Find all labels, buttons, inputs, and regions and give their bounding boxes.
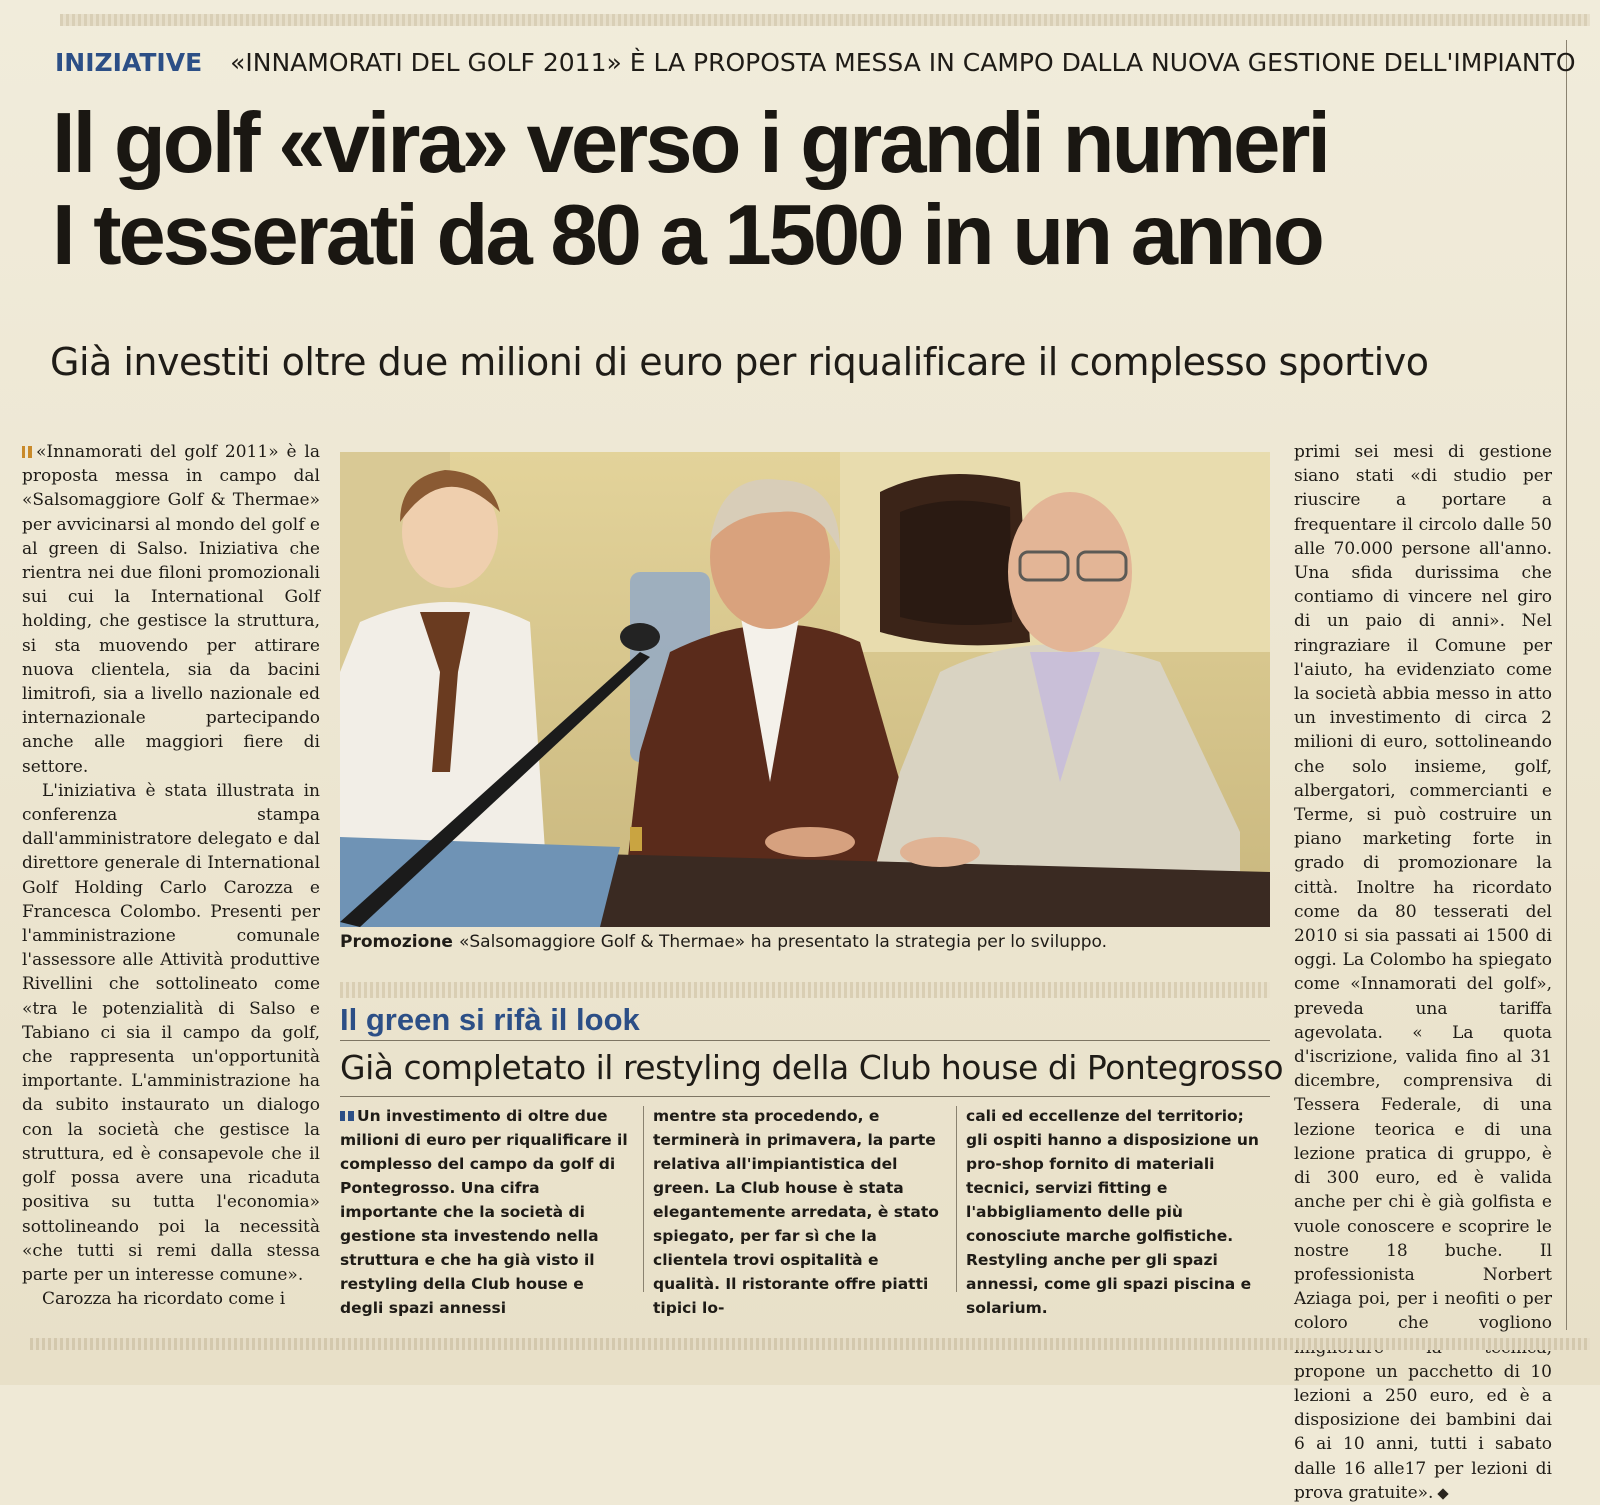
sidebar-column-2 [653,1104,943,1320]
sidebar-rule [340,1040,1270,1041]
left-paragraph-3: Carozza ha ricordato come i [42,1289,286,1310]
end-mark-icon [1438,1488,1449,1499]
top-texture-band [60,14,1590,26]
left-paragraph-1: «Innamorati del golf 2011» è la proposta messa in campo dal «Salsomaggiore Golf & Thermae» per avvicinarsi al mondo del golf e al green di Salso. Iniziativa che rientra nei due filoni promozionali sui cui la International Golf holding, che gestisce la struttura, si sta muovendo per attirare nuova clientela, sia da bacini limitrofi, sia a livello nazionale ed internazionale partecipando anche alle maggiori fiere di settore. [22,442,320,777]
sidebar-bullet-icon [340,1111,354,1121]
sidebar-kicker: Il green si rifà il look [340,1002,640,1037]
left-paragraph-2: L'iniziativa è stata illustrata in conferenza stampa dall'amministratore delegato e dal direttore generale di International Golf Holding Carlo Carozza e Francesca Colombo. Presenti per l'amministrazione comunale l'assessore alle Attività produttive Rivellini che sottolineato come «tra le potenzialità di Salso e Tabiano ci sia il campo da golf, che rappresenta un'opportunità importante. L'amministrazione ha da subito instaurato un dialogo con la società che gestisce la struttura, ed è consapevole che il golf possa avere una ricaduta positiva su tutta l'economia» sottolineando poi la necessità «che tutti si remi dalla stessa parte per un interesse comune». [22,780,320,1285]
sidebar-column-3 [966,1104,1266,1320]
sidebar-col1-text: Un investimento di oltre due milioni di euro per riqualificare il complesso del campo da golf di Pontegrosso. Una cifra importante che la società di gestione sta investendo nella struttura e che ha già visto il restyling della Club house e degli spazi annessi [340,1107,628,1317]
sidebar-col2-text: mentre sta procedendo, e terminerà in primavera, la parte relativa all'impiantistica del green. La Club house è stata elegantemente arredata, è stato spiegato, per far sì che la clientela trovi ospitalità e qualità. Il ristorante offre piatti tipici lo- [653,1107,939,1317]
caption-label: Promozione [340,932,453,952]
press-conference-photo [340,452,1270,927]
sidebar-column-1 [340,1104,630,1320]
headline-line-2: I tesserati da 80 a 1500 in un anno [52,188,1322,283]
caption-text: «Salsomaggiore Golf & Thermae» ha presentato la strategia per lo sviluppo. [458,932,1108,952]
sidebar-title: Già completato il restyling della Club house di Pontegrosso [340,1048,1284,1087]
headline [52,98,1572,282]
headline-line-1: Il golf «vira» verso i grandi numeri [52,96,1329,191]
sidebar-col3-text: cali ed eccellenze del territorio; gli ospiti hanno a disposizione un pro-shop fornito di materiali tecnici, servizi fitting e l'abbigliamento delle più conosciute marche golfistiche. Restyling anche per gli spazi annessi, come gli spazi piscina e solarium. [966,1107,1259,1317]
right-paragraph-1: primi sei mesi di gestione siano stati «di studio per riuscire a portare a frequentare il circolo dalle 50 alle 70.000 persone all'anno. Una sfida durissima che contiamo di vincere nel giro di un paio di anni». Nel ringraziare il Comune per l'aiuto, ha evidenziato come la società abbia messo in atto un investimento di circa 2 milioni di euro, sottolineando che solo insieme, golf, albergatori, commercianti e Terme, si può costruire un piano marketing forte in grado di promozionare la città. Inoltre ha ricordato come da 80 tesserati del 2010 si sia passati ai 1500 di oggi. La Colombo ha spiegato come «Innamorati del golf», preveda una tariffa agevolata. « La quota d'iscrizione, valida fino al 31 dicembre, comprensiva di Tessera Federale, di una lezione teorica e di una lezione pratica di gruppo, è di 300 euro, ed è valida anche per chi è già golfista e vuole conoscere e scoprire le nostre 18 buche. Il professionista Norbert Aziaga poi, per i neofiti o per coloro che vogliono propone un pacchetto di 10 lezioni a 250 euro, ed è a disposizione dei bambini dai 6 ai 10 anni, tutti i sabato dalle 16 alle17 per lezioni di prova gratuite». [1294,442,1552,1503]
bottom-texture-band [30,1338,1590,1350]
sidebar-box [340,982,1284,1322]
left-text-column [22,440,320,1311]
subheadline: Già investiti oltre due milioni di euro per riqualificare il complesso sportivo [50,340,1429,384]
section-label: INIZIATIVE [55,48,203,77]
sidebar-texture-band [340,982,1270,998]
article-kicker [55,48,1576,88]
bullet-icon [22,446,32,458]
sidebar-rule-2 [340,1096,1270,1097]
sidebar-separator-1 [643,1106,644,1292]
sidebar-separator-2 [956,1106,957,1292]
photo-caption [340,932,1270,952]
kicker-text: «INNAMORATI DEL GOLF 2011» È LA PROPOSTA MESSA IN CAMPO DALLA NUOVA GESTIONE DELL'IMPIANTO [230,48,1576,77]
